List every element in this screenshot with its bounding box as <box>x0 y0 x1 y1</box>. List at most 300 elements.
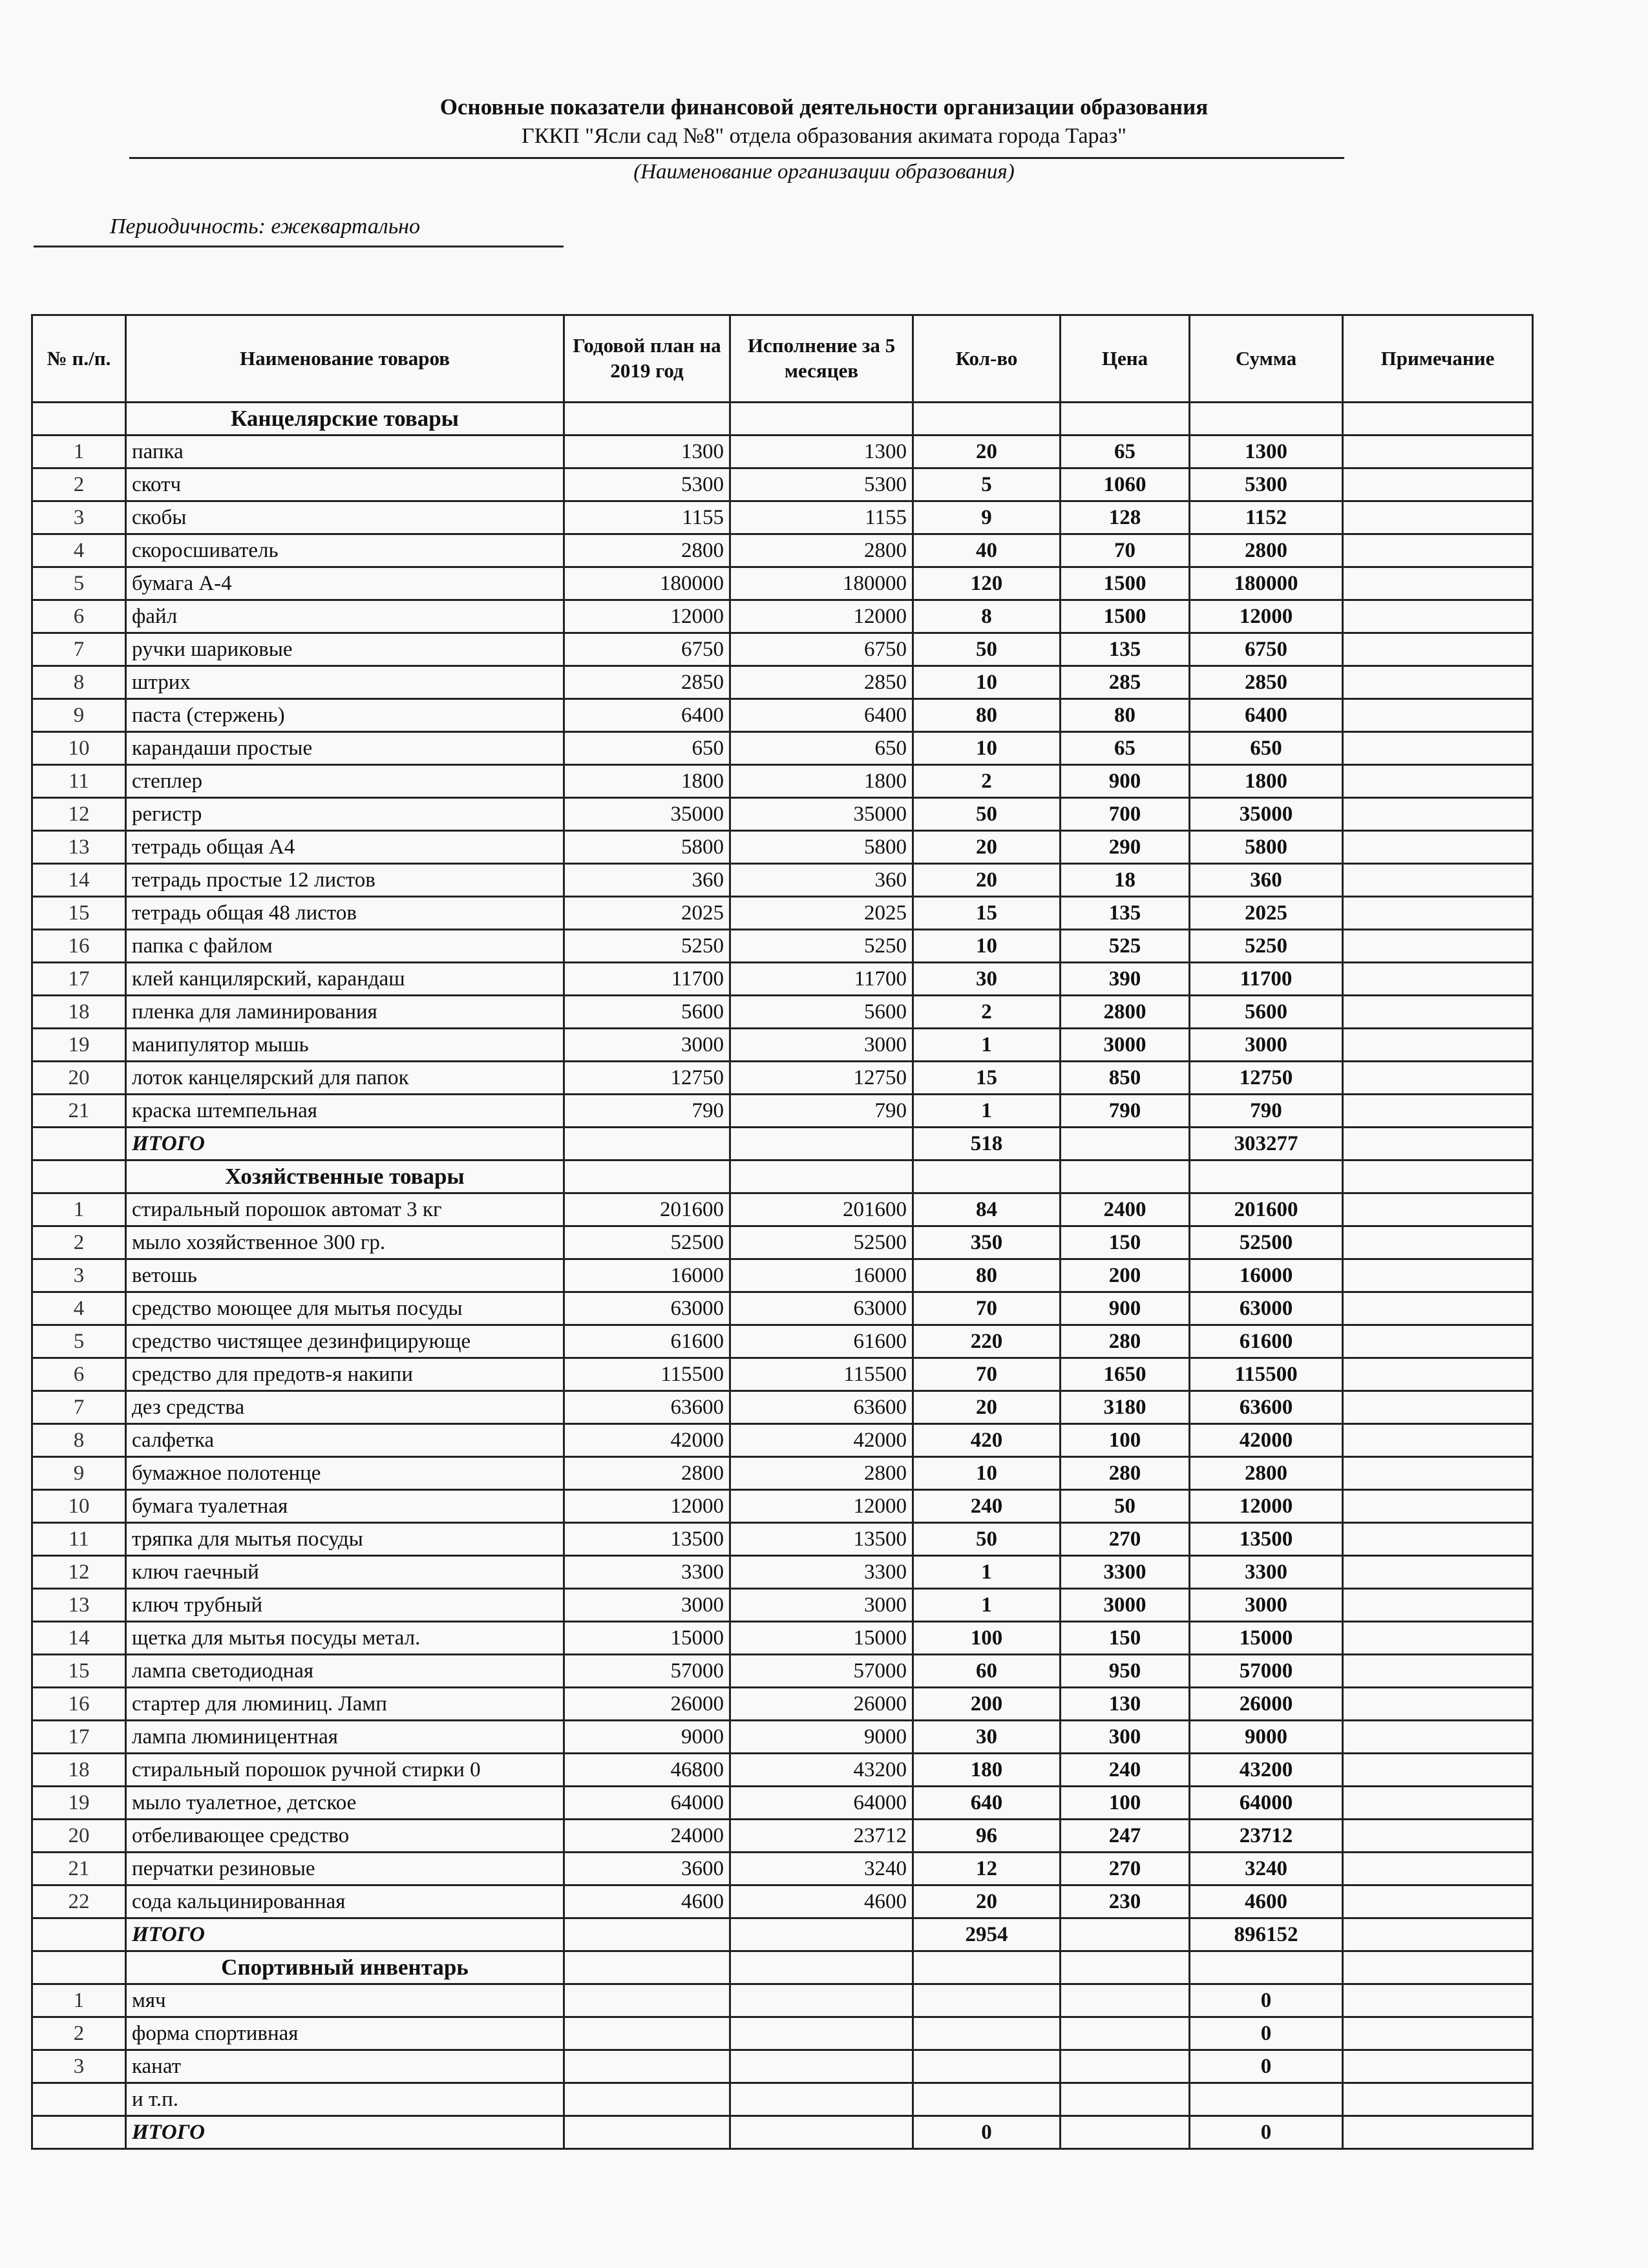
price-value: 3180 <box>1061 1391 1190 1424</box>
note-cell <box>1343 930 1533 963</box>
execution-value: 2850 <box>730 666 913 699</box>
section-empty-cell <box>32 1160 126 1193</box>
item-name: тетрадь общая А4 <box>126 831 564 864</box>
annual-plan-value: 5600 <box>564 996 730 1029</box>
note-cell <box>1343 567 1533 600</box>
total-quantity: 0 <box>913 2116 1061 2149</box>
item-name: файл <box>126 600 564 633</box>
execution-value: 63000 <box>730 1292 913 1325</box>
section-empty-cell <box>1061 1160 1190 1193</box>
note-cell <box>1343 468 1533 501</box>
row-number: 12 <box>32 798 126 831</box>
table-row <box>32 1754 1533 1787</box>
total-empty-cell <box>564 1918 730 1951</box>
annual-plan-value: 6400 <box>564 699 730 732</box>
price-value: 3300 <box>1061 1556 1190 1589</box>
note-cell <box>1343 600 1533 633</box>
execution-value: 3240 <box>730 1853 913 1885</box>
annual-plan-value <box>564 2050 730 2083</box>
table-row <box>32 1523 1533 1556</box>
item-name: стиральный порошок ручной стирки 0 <box>126 1754 564 1787</box>
sum-value: 26000 <box>1190 1688 1343 1721</box>
row-number: 15 <box>32 897 126 930</box>
table-row <box>32 2083 1533 2116</box>
row-number: 9 <box>32 699 126 732</box>
table-row <box>32 1358 1533 1391</box>
item-name: сода кальцинированная <box>126 1885 564 1918</box>
annual-plan-value: 3000 <box>564 1589 730 1622</box>
price-value: 100 <box>1061 1424 1190 1457</box>
item-name: стиральный порошок автомат 3 кг <box>126 1193 564 1226</box>
sum-value: 201600 <box>1190 1193 1343 1226</box>
section-empty-cell <box>1190 1160 1343 1193</box>
note-cell <box>1343 633 1533 666</box>
execution-value: 4600 <box>730 1885 913 1918</box>
total-empty-cell <box>730 1128 913 1160</box>
item-name: карандаши простые <box>126 732 564 765</box>
price-value: 130 <box>1061 1688 1190 1721</box>
row-number: 11 <box>32 1523 126 1556</box>
row-number: 2 <box>32 1226 126 1259</box>
sum-value: 3000 <box>1190 1029 1343 1062</box>
price-value: 135 <box>1061 633 1190 666</box>
row-number: 9 <box>32 1457 126 1490</box>
price-value <box>1061 2050 1190 2083</box>
section-empty-cell <box>1061 403 1190 436</box>
column-header-name: Наименование товаров <box>126 315 564 403</box>
sum-value: 790 <box>1190 1095 1343 1128</box>
price-value: 390 <box>1061 963 1190 996</box>
section-empty-cell <box>564 1160 730 1193</box>
price-value: 230 <box>1061 1885 1190 1918</box>
quantity-value: 20 <box>913 1391 1061 1424</box>
section-empty-cell <box>1061 1951 1190 1984</box>
annual-plan-value: 12750 <box>564 1062 730 1095</box>
note-cell <box>1343 1226 1533 1259</box>
item-name: лампа люминицентная <box>126 1721 564 1754</box>
section-empty-cell <box>1190 1951 1343 1984</box>
sum-value: 43200 <box>1190 1754 1343 1787</box>
annual-plan-value: 3000 <box>564 1029 730 1062</box>
table-row <box>32 633 1533 666</box>
table-row <box>32 2017 1533 2050</box>
column-header-execution: Исполнение за 5 месяцев <box>730 315 913 403</box>
annual-plan-value: 46800 <box>564 1754 730 1787</box>
periodicity-label: Периодичность: ежеквартально <box>110 215 421 238</box>
note-cell <box>1343 1853 1533 1885</box>
sum-value: 5800 <box>1190 831 1343 864</box>
item-name: стартер для люминиц. Ламп <box>126 1688 564 1721</box>
execution-value <box>730 1984 913 2017</box>
item-name: штрих <box>126 666 564 699</box>
note-cell <box>1343 1259 1533 1292</box>
note-cell <box>1343 1358 1533 1391</box>
row-number: 8 <box>32 1424 126 1457</box>
item-name: салфетка <box>126 1424 564 1457</box>
row-number: 14 <box>32 864 126 897</box>
item-name: тетрадь простые 12 листов <box>126 864 564 897</box>
sum-value: 2025 <box>1190 897 1343 930</box>
price-value: 135 <box>1061 897 1190 930</box>
price-value: 200 <box>1061 1259 1190 1292</box>
execution-value: 12000 <box>730 600 913 633</box>
total-empty-cell <box>1061 2116 1190 2149</box>
column-header-number: № п./п. <box>32 315 126 403</box>
row-number: 2 <box>32 2017 126 2050</box>
item-name: паста (стержень) <box>126 699 564 732</box>
row-number: 6 <box>32 1358 126 1391</box>
annual-plan-value: 4600 <box>564 1885 730 1918</box>
table-row <box>32 831 1533 864</box>
sum-value: 13500 <box>1190 1523 1343 1556</box>
item-name: ручки шариковые <box>126 633 564 666</box>
item-name: средство для предотв-я накипи <box>126 1358 564 1391</box>
quantity-value: 70 <box>913 1358 1061 1391</box>
quantity-value: 70 <box>913 1292 1061 1325</box>
quantity-value: 640 <box>913 1787 1061 1820</box>
sum-value: 12000 <box>1190 1490 1343 1523</box>
table-row <box>32 600 1533 633</box>
execution-value: 2800 <box>730 534 913 567</box>
row-number: 4 <box>32 534 126 567</box>
annual-plan-value <box>564 1984 730 2017</box>
total-empty-cell <box>1061 1128 1190 1160</box>
sum-value: 11700 <box>1190 963 1343 996</box>
annual-plan-value: 26000 <box>564 1688 730 1721</box>
annual-plan-value: 35000 <box>564 798 730 831</box>
sum-value: 3300 <box>1190 1556 1343 1589</box>
execution-value: 57000 <box>730 1655 913 1688</box>
note-cell <box>1343 996 1533 1029</box>
execution-value: 16000 <box>730 1259 913 1292</box>
note-cell <box>1343 1391 1533 1424</box>
execution-value: 5250 <box>730 930 913 963</box>
item-name: скобы <box>126 501 564 534</box>
note-cell <box>1343 1095 1533 1128</box>
execution-value: 11700 <box>730 963 913 996</box>
document-title: Основные показатели финансовой деятельности организации образования <box>439 94 1209 120</box>
item-name: бумажное полотенце <box>126 1457 564 1490</box>
row-number: 2 <box>32 468 126 501</box>
row-number: 20 <box>32 1062 126 1095</box>
note-cell <box>1343 1721 1533 1754</box>
execution-value: 26000 <box>730 1688 913 1721</box>
total-empty-cell <box>730 1918 913 1951</box>
total-empty-cell <box>32 1918 126 1951</box>
row-number: 18 <box>32 996 126 1029</box>
price-value <box>1061 2083 1190 2116</box>
annual-plan-value: 6750 <box>564 633 730 666</box>
note-cell <box>1343 1325 1533 1358</box>
row-number: 12 <box>32 1556 126 1589</box>
quantity-value: 60 <box>913 1655 1061 1688</box>
row-number: 7 <box>32 1391 126 1424</box>
table-row <box>32 1193 1533 1226</box>
price-value: 700 <box>1061 798 1190 831</box>
price-value: 3000 <box>1061 1589 1190 1622</box>
annual-plan-value: 5250 <box>564 930 730 963</box>
quantity-value: 240 <box>913 1490 1061 1523</box>
sum-value: 1800 <box>1190 765 1343 798</box>
periodicity-underline <box>34 246 564 247</box>
quantity-value: 180 <box>913 1754 1061 1787</box>
item-name: ветошь <box>126 1259 564 1292</box>
table-row <box>32 996 1533 1029</box>
execution-value: 180000 <box>730 567 913 600</box>
section-header-row <box>32 1951 1533 1984</box>
price-value <box>1061 2017 1190 2050</box>
total-sum: 303277 <box>1190 1128 1343 1160</box>
total-empty-cell <box>32 1128 126 1160</box>
sum-value: 61600 <box>1190 1325 1343 1358</box>
annual-plan-value: 2025 <box>564 897 730 930</box>
price-value <box>1061 1984 1190 2017</box>
sum-value: 6750 <box>1190 633 1343 666</box>
note-cell <box>1343 897 1533 930</box>
table-row <box>32 1885 1533 1918</box>
quantity-value: 1 <box>913 1095 1061 1128</box>
total-quantity: 2954 <box>913 1918 1061 1951</box>
item-name: бумага А-4 <box>126 567 564 600</box>
annual-plan-value: 1800 <box>564 765 730 798</box>
item-name: скотч <box>126 468 564 501</box>
execution-value: 650 <box>730 732 913 765</box>
note-cell <box>1343 1029 1533 1062</box>
note-cell <box>1343 2050 1533 2083</box>
quantity-value: 1 <box>913 1589 1061 1622</box>
annual-plan-value: 61600 <box>564 1325 730 1358</box>
item-name: клей канцилярский, карандаш <box>126 963 564 996</box>
finance-report-table <box>31 314 1534 2150</box>
row-number: 15 <box>32 1655 126 1688</box>
execution-value: 52500 <box>730 1226 913 1259</box>
row-number: 20 <box>32 1820 126 1853</box>
table-row <box>32 1095 1533 1128</box>
note-cell <box>1343 666 1533 699</box>
price-value: 128 <box>1061 501 1190 534</box>
price-value: 290 <box>1061 831 1190 864</box>
note-cell <box>1343 1490 1533 1523</box>
quantity-value: 10 <box>913 1457 1061 1490</box>
execution-value: 63600 <box>730 1391 913 1424</box>
section-empty-cell <box>564 1951 730 1984</box>
sum-value: 180000 <box>1190 567 1343 600</box>
row-number: 17 <box>32 963 126 996</box>
row-number: 18 <box>32 1754 126 1787</box>
sum-value: 5600 <box>1190 996 1343 1029</box>
sum-value: 3000 <box>1190 1589 1343 1622</box>
total-row <box>32 1128 1533 1160</box>
section-empty-cell <box>32 1951 126 1984</box>
note-cell <box>1343 1984 1533 2017</box>
annual-plan-value: 13500 <box>564 1523 730 1556</box>
item-name: дез средства <box>126 1391 564 1424</box>
item-name: средство моющее для мытья посуды <box>126 1292 564 1325</box>
sum-value: 3240 <box>1190 1853 1343 1885</box>
quantity-value: 15 <box>913 1062 1061 1095</box>
total-row <box>32 1918 1533 1951</box>
note-cell <box>1343 864 1533 897</box>
quantity-value: 20 <box>913 436 1061 468</box>
row-number: 3 <box>32 1259 126 1292</box>
item-name: папка с файлом <box>126 930 564 963</box>
sum-value: 63600 <box>1190 1391 1343 1424</box>
quantity-value: 80 <box>913 1259 1061 1292</box>
execution-value: 2800 <box>730 1457 913 1490</box>
sum-value: 12750 <box>1190 1062 1343 1095</box>
row-number: 5 <box>32 1325 126 1358</box>
price-value: 270 <box>1061 1853 1190 1885</box>
row-number: 13 <box>32 831 126 864</box>
item-name: канат <box>126 2050 564 2083</box>
table-row <box>32 732 1533 765</box>
quantity-value: 2 <box>913 996 1061 1029</box>
execution-value: 790 <box>730 1095 913 1128</box>
quantity-value: 200 <box>913 1688 1061 1721</box>
execution-value: 1155 <box>730 501 913 534</box>
row-number: 16 <box>32 930 126 963</box>
quantity-value: 50 <box>913 1523 1061 1556</box>
execution-value: 360 <box>730 864 913 897</box>
item-name: лоток канцелярский для папок <box>126 1062 564 1095</box>
note-cell <box>1343 436 1533 468</box>
table-row <box>32 1226 1533 1259</box>
price-value: 100 <box>1061 1787 1190 1820</box>
item-name: перчатки резиновые <box>126 1853 564 1885</box>
item-name: мыло туалетное, детское <box>126 1787 564 1820</box>
quantity-value <box>913 2083 1061 2116</box>
annual-plan-value: 9000 <box>564 1721 730 1754</box>
organization-name: ГККП "Ясли сад №8" отдела образования акимата города Тараз" <box>522 124 1126 148</box>
row-number: 11 <box>32 765 126 798</box>
execution-value: 115500 <box>730 1358 913 1391</box>
table-row <box>32 1984 1533 2017</box>
row-number: 13 <box>32 1589 126 1622</box>
price-value: 790 <box>1061 1095 1190 1128</box>
price-value: 240 <box>1061 1754 1190 1787</box>
note-cell <box>1343 765 1533 798</box>
price-value: 80 <box>1061 699 1190 732</box>
annual-plan-value: 63000 <box>564 1292 730 1325</box>
note-cell <box>1343 1622 1533 1655</box>
note-cell <box>1343 1556 1533 1589</box>
execution-value: 2025 <box>730 897 913 930</box>
sum-value: 2800 <box>1190 534 1343 567</box>
column-header-note: Примечание <box>1343 315 1533 403</box>
note-cell <box>1343 1523 1533 1556</box>
note-cell <box>1343 2017 1533 2050</box>
sum-value: 16000 <box>1190 1259 1343 1292</box>
annual-plan-value <box>564 2017 730 2050</box>
annual-plan-value: 24000 <box>564 1820 730 1853</box>
sum-value: 115500 <box>1190 1358 1343 1391</box>
section-empty-cell <box>913 403 1061 436</box>
row-number: 8 <box>32 666 126 699</box>
quantity-value: 10 <box>913 666 1061 699</box>
quantity-value: 80 <box>913 699 1061 732</box>
sum-value: 0 <box>1190 1984 1343 2017</box>
table-row <box>32 436 1533 468</box>
quantity-value: 1 <box>913 1029 1061 1062</box>
table-row <box>32 963 1533 996</box>
quantity-value: 100 <box>913 1622 1061 1655</box>
sum-value: 2850 <box>1190 666 1343 699</box>
total-empty-cell <box>1343 2116 1533 2149</box>
note-cell <box>1343 1885 1533 1918</box>
price-value: 50 <box>1061 1490 1190 1523</box>
price-value: 270 <box>1061 1523 1190 1556</box>
sum-value: 2800 <box>1190 1457 1343 1490</box>
note-cell <box>1343 1754 1533 1787</box>
price-value: 150 <box>1061 1622 1190 1655</box>
item-name: регистр <box>126 798 564 831</box>
total-label: ИТОГО <box>126 1918 564 1951</box>
price-value: 285 <box>1061 666 1190 699</box>
execution-value <box>730 2050 913 2083</box>
execution-value: 64000 <box>730 1787 913 1820</box>
section-empty-cell <box>730 403 913 436</box>
row-number: 10 <box>32 1490 126 1523</box>
price-value: 525 <box>1061 930 1190 963</box>
note-cell <box>1343 732 1533 765</box>
quantity-value: 10 <box>913 732 1061 765</box>
note-cell <box>1343 798 1533 831</box>
sum-value: 360 <box>1190 864 1343 897</box>
sum-value: 1300 <box>1190 436 1343 468</box>
execution-value: 12750 <box>730 1062 913 1095</box>
price-value: 65 <box>1061 732 1190 765</box>
quantity-value: 10 <box>913 930 1061 963</box>
row-number: 4 <box>32 1292 126 1325</box>
execution-value: 3300 <box>730 1556 913 1589</box>
section-empty-cell <box>913 1951 1061 1984</box>
execution-value: 3000 <box>730 1589 913 1622</box>
note-cell <box>1343 1787 1533 1820</box>
sum-value: 52500 <box>1190 1226 1343 1259</box>
sum-value: 15000 <box>1190 1622 1343 1655</box>
section-empty-cell <box>913 1160 1061 1193</box>
table-row <box>32 2050 1533 2083</box>
row-number: 19 <box>32 1029 126 1062</box>
organization-underline <box>129 157 1344 159</box>
annual-plan-value: 180000 <box>564 567 730 600</box>
column-header-price: Цена <box>1061 315 1190 403</box>
table-row <box>32 534 1533 567</box>
execution-value: 5300 <box>730 468 913 501</box>
annual-plan-value: 1155 <box>564 501 730 534</box>
row-number: 10 <box>32 732 126 765</box>
sum-value: 5250 <box>1190 930 1343 963</box>
row-number: 21 <box>32 1095 126 1128</box>
price-value: 280 <box>1061 1325 1190 1358</box>
sum-value: 9000 <box>1190 1721 1343 1754</box>
quantity-value: 2 <box>913 765 1061 798</box>
execution-value: 201600 <box>730 1193 913 1226</box>
item-name: папка <box>126 436 564 468</box>
total-row <box>32 2116 1533 2149</box>
section-empty-cell <box>1190 403 1343 436</box>
sum-value: 6400 <box>1190 699 1343 732</box>
note-cell <box>1343 831 1533 864</box>
sum-value: 57000 <box>1190 1655 1343 1688</box>
table-header-row <box>32 315 1533 403</box>
row-number: 17 <box>32 1721 126 1754</box>
price-value: 300 <box>1061 1721 1190 1754</box>
row-number <box>32 2083 126 2116</box>
row-number: 21 <box>32 1853 126 1885</box>
column-header-sum: Сумма <box>1190 315 1343 403</box>
total-empty-cell <box>1343 1918 1533 1951</box>
